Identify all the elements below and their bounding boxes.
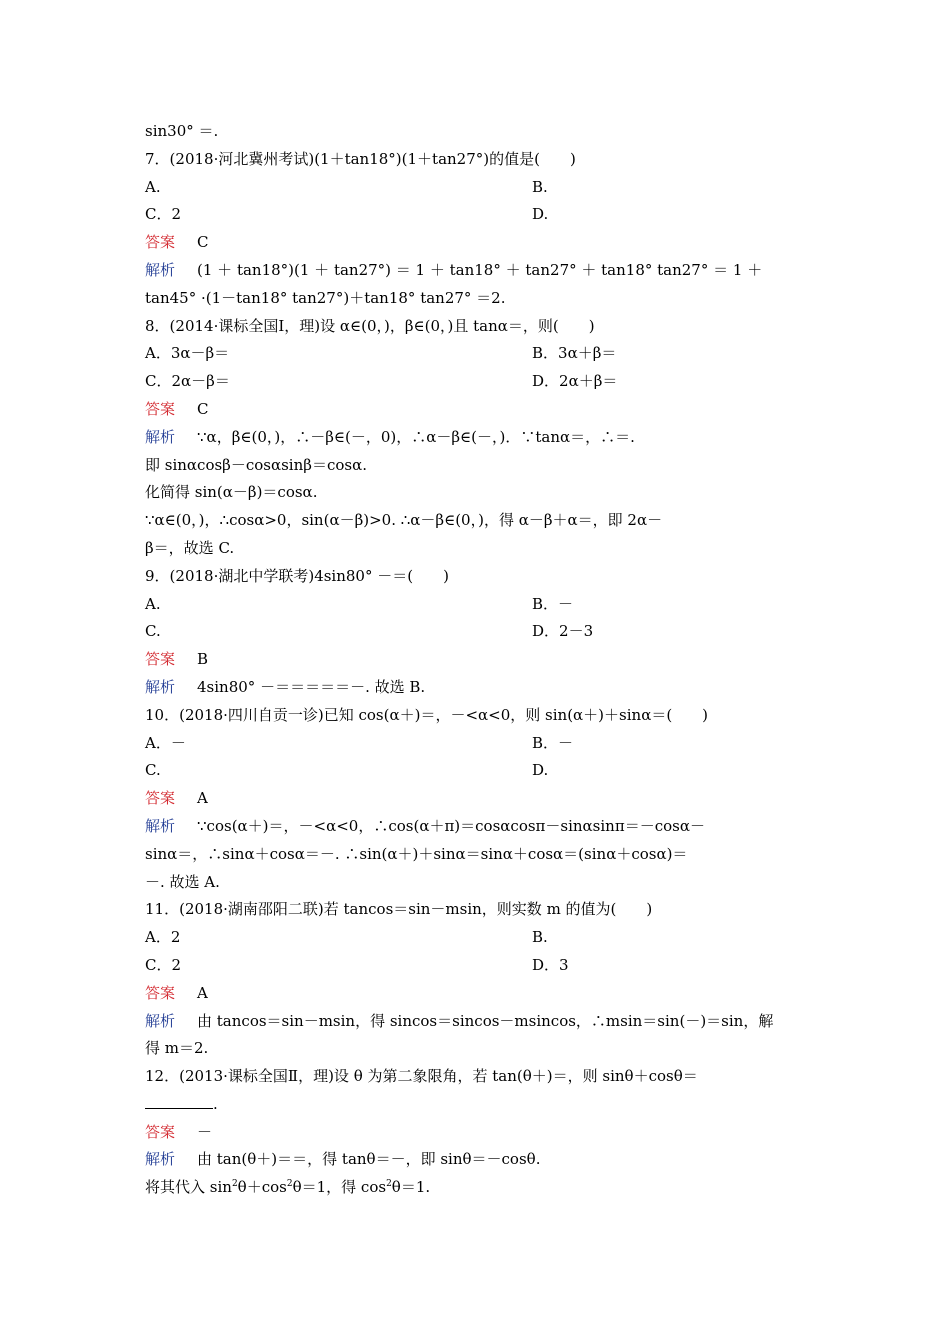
option-left: A．3α－β＝ (145, 344, 230, 363)
option-right: B．－ (532, 594, 574, 613)
option-row (145, 924, 810, 952)
blank-suffix: . (213, 1094, 218, 1113)
option-row (145, 952, 810, 980)
text-line: sinα＝，∴sinα＋cosα＝－. ∴sin(α＋)＋sinα＝sinα＋cosα＝(sinα＋cosα)＝ (145, 844, 688, 863)
option-row (145, 757, 810, 785)
text-line: tan45° ·(1－tan18° tan27°)＋tan18° tan27° ＝2. (145, 288, 506, 307)
answer-line (145, 980, 810, 1008)
document-page (145, 118, 810, 1202)
answer-line (145, 229, 810, 257)
superscript: 2 (386, 1179, 392, 1190)
option-right: B．－ (532, 733, 574, 752)
option-right: D．2α＋β＝ (532, 372, 618, 391)
analysis-line (145, 424, 810, 452)
text-line: sin30° ＝. (145, 122, 219, 140)
analysis-label: 解析 (145, 1011, 176, 1030)
option-row (145, 340, 810, 368)
answer-label: 答案 (145, 233, 176, 252)
option-left: A．2 (145, 928, 181, 947)
option-left: C. (145, 761, 161, 780)
option-right: B．3α＋β＝ (532, 344, 617, 363)
superscript: 2 (231, 1179, 238, 1190)
text-line: 9．(2018·湖北中学联考)4sin80° －＝( ) (145, 566, 449, 585)
option-row (145, 201, 810, 229)
analysis-text: (1 ＋ tan18°)(1 ＋ tan27°) ＝ 1 ＋ tan18° ＋ tan27° ＋ tan18° tan27° ＝ 1 ＋ (197, 260, 763, 279)
answer-text: A (197, 983, 208, 1002)
text-line: ∵α∈(0，)，∴cosα>0，sin(α－β)>0. ∴α－β∈(0，)，得 α－β＋α＝，即 2α－ (145, 511, 663, 530)
answer-label: 答案 (145, 983, 176, 1002)
option-row (145, 368, 810, 396)
analysis-label: 解析 (145, 677, 176, 696)
text-line: －. 故选 A. (145, 872, 220, 891)
option-left: C．2 (145, 205, 182, 224)
analysis-line (145, 257, 810, 285)
answer-text: C (197, 399, 209, 418)
analysis-text: 4sin80° －＝＝＝＝＝－. 故选 B. (197, 677, 426, 696)
answer-text: A (197, 789, 208, 808)
option-left: C. (145, 622, 161, 641)
analysis-line (145, 674, 810, 702)
analysis-line (145, 1008, 810, 1036)
answer-text: － (197, 1122, 213, 1141)
option-left: A. (145, 594, 161, 613)
option-row (145, 618, 810, 646)
text-line: β＝，故选 C. (145, 538, 235, 557)
option-row (145, 174, 810, 202)
answer-line (145, 646, 810, 674)
superscript: 2 (286, 1179, 293, 1190)
analysis-label: 解析 (145, 816, 176, 835)
analysis-label: 解析 (145, 427, 176, 446)
option-right: B. (532, 177, 548, 196)
text-line: 12．(2013·课标全国Ⅱ，理)设 θ 为第二象限角，若 tan(θ＋)＝，则 sinθ＋cosθ＝ (145, 1067, 698, 1086)
option-left: A. (145, 177, 161, 196)
answer-text: C (197, 233, 209, 252)
option-row (145, 730, 810, 758)
text-segment: θ＋cos (237, 1178, 287, 1197)
answer-line (145, 1119, 810, 1147)
text-line: 10．(2018·四川自贡一诊)已知 cos(α＋)＝，－<α<0，则 sin(α＋)＋sinα＝( ) (145, 705, 709, 724)
answer-line (145, 785, 810, 813)
text-line: 得 m＝2. (145, 1039, 209, 1058)
answer-label: 答案 (145, 399, 176, 418)
text-line: 7．(2018·河北冀州考试)(1＋tan18°)(1＋tan27°)的值是( ) (145, 149, 576, 168)
analysis-line (145, 1146, 810, 1174)
option-left: A．－ (145, 733, 186, 752)
analysis-label: 解析 (145, 1150, 176, 1169)
text-segment: θ＝1，得 cos (292, 1178, 387, 1197)
analysis-text: 由 tancos＝sin－msin，得 sincos＝sincos－msincos，∴msin＝sin(－)＝sin，解 (197, 1011, 774, 1030)
option-row (145, 591, 810, 619)
option-right: D．2－3 (532, 622, 594, 641)
option-left: C．2 (145, 955, 182, 974)
option-right: B. (532, 928, 548, 947)
analysis-text: 由 tan(θ＋)＝＝，得 tanθ＝－，即 sinθ＝－cosθ. (197, 1150, 541, 1169)
text-line: 即 sinαcosβ－cosαsinβ＝cosα. (145, 455, 367, 474)
option-right: D. (532, 205, 549, 224)
fill-blank (145, 1094, 213, 1109)
answer-text: B (197, 650, 209, 669)
text-line: 8．(2014·课标全国Ⅰ，理)设 α∈(0，)，β∈(0，)且 tanα＝，则( ) (145, 316, 595, 335)
text-line (145, 1174, 810, 1202)
text-segment: θ＝1. (391, 1178, 431, 1197)
analysis-line (145, 813, 810, 841)
answer-label: 答案 (145, 789, 176, 808)
option-right: D. (532, 761, 549, 780)
analysis-label: 解析 (145, 260, 176, 279)
text-line: 化简得 sin(α－β)＝cosα. (145, 483, 318, 502)
fill-blank-line (145, 1091, 810, 1119)
text-segment: 将其代入 sin (145, 1178, 232, 1197)
option-left: C．2α－β＝ (145, 372, 230, 391)
answer-label: 答案 (145, 1122, 176, 1141)
text-line: 11．(2018·湖南邵阳二联)若 tancos＝sin－msin，则实数 m 的值为( ) (145, 900, 653, 919)
option-right: D．3 (532, 955, 569, 974)
answer-label: 答案 (145, 650, 176, 669)
analysis-text: ∵α，β∈(0，)，∴－β∈(－，0)，∴α－β∈(－，)．∵tanα＝，∴＝. (197, 427, 635, 446)
analysis-text: ∵cos(α＋)＝，－<α<0，∴cos(α＋π)＝cosαcosπ－sinαsinπ＝－cosα－ (197, 816, 705, 835)
answer-line (145, 396, 810, 424)
